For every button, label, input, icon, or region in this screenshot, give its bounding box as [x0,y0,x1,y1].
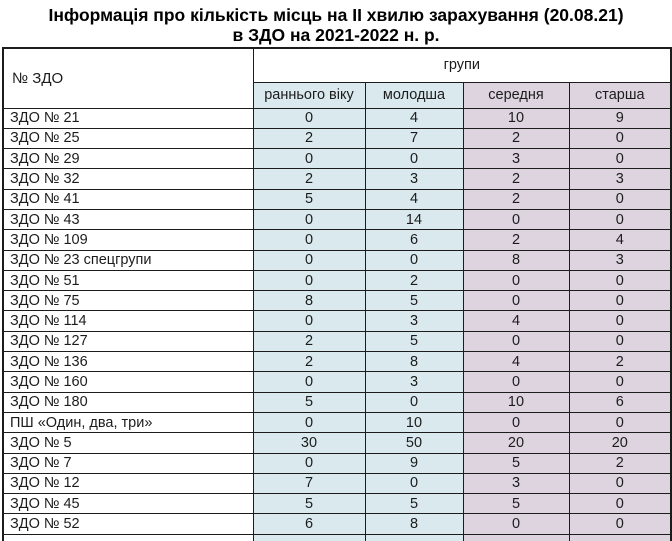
table-header [3,48,671,108]
row-label-cell: ЗДО № 114 [3,311,253,331]
group-header-groups: групи [253,48,671,82]
value-cell: 5 [463,453,569,473]
value-cell [253,534,365,541]
column-header-junior: молодша [365,82,463,108]
table-row [3,209,671,229]
value-cell: 4 [569,230,671,250]
value-cell: 8 [463,250,569,270]
value-cell: 0 [365,250,463,270]
value-cell: 3 [463,473,569,493]
corner-header-zdo-number: № ЗДО [3,48,253,108]
row-label-cell: ЗДО № 180 [3,392,253,412]
table-row [3,291,671,311]
value-cell: 0 [569,149,671,169]
row-label-cell: ПШ «Один, два, три» [3,412,253,432]
value-cell: 0 [253,250,365,270]
value-cell: 7 [365,128,463,148]
value-cell: 0 [569,189,671,209]
table-row [3,230,671,250]
row-label-cell [3,534,253,541]
row-label-cell: ЗДО № 109 [3,230,253,250]
value-cell: 0 [569,311,671,331]
value-cell: 0 [253,149,365,169]
row-label-cell: ЗДО № 25 [3,128,253,148]
value-cell: 2 [463,189,569,209]
page-title [0,0,672,45]
table-row [3,433,671,453]
table-row [3,270,671,290]
row-label-cell: ЗДО № 127 [3,331,253,351]
value-cell: 9 [569,108,671,128]
table-row [3,149,671,169]
row-label-cell: ЗДО № 160 [3,372,253,392]
value-cell: 10 [365,412,463,432]
row-label-cell: ЗДО № 52 [3,514,253,534]
value-cell: 0 [569,270,671,290]
value-cell: 20 [463,433,569,453]
row-label-cell: ЗДО № 21 [3,108,253,128]
value-cell: 5 [253,494,365,514]
value-cell: 6 [569,392,671,412]
column-header-middle: середня [463,82,569,108]
table-row-partial [3,534,671,541]
value-cell [365,534,463,541]
value-cell: 0 [253,372,365,392]
value-cell: 0 [463,291,569,311]
value-cell: 0 [253,453,365,473]
value-cell: 2 [253,169,365,189]
table-row [3,352,671,372]
row-label-cell: ЗДО № 29 [3,149,253,169]
value-cell: 10 [463,392,569,412]
row-label-cell: ЗДО № 23 спецгрупи [3,250,253,270]
value-cell: 2 [253,128,365,148]
value-cell: 0 [463,372,569,392]
row-label-cell: ЗДО № 32 [3,169,253,189]
row-label-cell: ЗДО № 51 [3,270,253,290]
value-cell: 5 [365,331,463,351]
value-cell: 0 [569,412,671,432]
value-cell: 0 [463,331,569,351]
value-cell [569,534,671,541]
value-cell: 3 [365,169,463,189]
value-cell: 3 [365,372,463,392]
value-cell: 5 [253,392,365,412]
table-row [3,372,671,392]
value-cell: 3 [569,169,671,189]
value-cell: 0 [463,514,569,534]
value-cell: 0 [569,331,671,351]
row-label-cell: ЗДО № 41 [3,189,253,209]
value-cell: 9 [365,453,463,473]
value-cell: 3 [463,149,569,169]
value-cell: 14 [365,209,463,229]
value-cell: 6 [365,230,463,250]
value-cell: 0 [569,514,671,534]
value-cell: 2 [463,128,569,148]
table-row [3,108,671,128]
value-cell: 4 [365,108,463,128]
value-cell: 2 [569,453,671,473]
value-cell: 2 [569,352,671,372]
value-cell: 7 [253,473,365,493]
table-row [3,169,671,189]
table-row [3,392,671,412]
value-cell: 2 [463,169,569,189]
value-cell: 5 [365,291,463,311]
table-row [3,250,671,270]
table-row [3,128,671,148]
value-cell: 0 [253,270,365,290]
value-cell: 4 [463,352,569,372]
value-cell: 0 [569,209,671,229]
value-cell: 30 [253,433,365,453]
header-row-groups [3,48,671,82]
row-label-cell: ЗДО № 43 [3,209,253,229]
value-cell: 0 [253,209,365,229]
table-row [3,189,671,209]
value-cell: 0 [365,149,463,169]
value-cell: 3 [569,250,671,270]
value-cell: 2 [253,331,365,351]
value-cell: 0 [463,412,569,432]
column-header-early-age: раннього віку [253,82,365,108]
value-cell: 6 [253,514,365,534]
table-row [3,494,671,514]
table-row [3,311,671,331]
value-cell: 0 [365,392,463,412]
row-label-cell: ЗДО № 136 [3,352,253,372]
value-cell: 0 [253,412,365,432]
value-cell: 4 [463,311,569,331]
value-cell: 0 [569,291,671,311]
value-cell: 2 [365,270,463,290]
page-title-line2: в ЗДО на 2021-2022 н. р. [232,25,440,45]
value-cell: 8 [253,291,365,311]
value-cell: 0 [253,311,365,331]
value-cell: 3 [365,311,463,331]
value-cell: 10 [463,108,569,128]
value-cell: 4 [365,189,463,209]
value-cell: 0 [569,128,671,148]
table-row [3,453,671,473]
value-cell: 5 [463,494,569,514]
value-cell: 50 [365,433,463,453]
value-cell [463,534,569,541]
vacancies-table [2,47,672,541]
page-title-line1: Інформація про кількість місць на ІІ хвилю зарахування (20.08.21) [48,5,624,25]
value-cell: 0 [253,108,365,128]
row-label-cell: ЗДО № 12 [3,473,253,493]
column-header-senior: старша [569,82,671,108]
value-cell: 0 [463,270,569,290]
table-row [3,473,671,493]
value-cell: 20 [569,433,671,453]
value-cell: 0 [569,494,671,514]
value-cell: 0 [253,230,365,250]
value-cell: 0 [569,372,671,392]
value-cell: 8 [365,514,463,534]
table-body [3,108,671,534]
value-cell: 8 [365,352,463,372]
value-cell: 2 [253,352,365,372]
value-cell: 5 [253,189,365,209]
table-row [3,412,671,432]
value-cell: 0 [569,473,671,493]
row-label-cell: ЗДО № 75 [3,291,253,311]
value-cell: 2 [463,230,569,250]
table-row [3,514,671,534]
table-row [3,331,671,351]
value-cell: 5 [365,494,463,514]
row-label-cell: ЗДО № 5 [3,433,253,453]
table-partial-row-container [3,534,671,541]
row-label-cell: ЗДО № 7 [3,453,253,473]
row-label-cell: ЗДО № 45 [3,494,253,514]
value-cell: 0 [463,209,569,229]
value-cell: 0 [365,473,463,493]
